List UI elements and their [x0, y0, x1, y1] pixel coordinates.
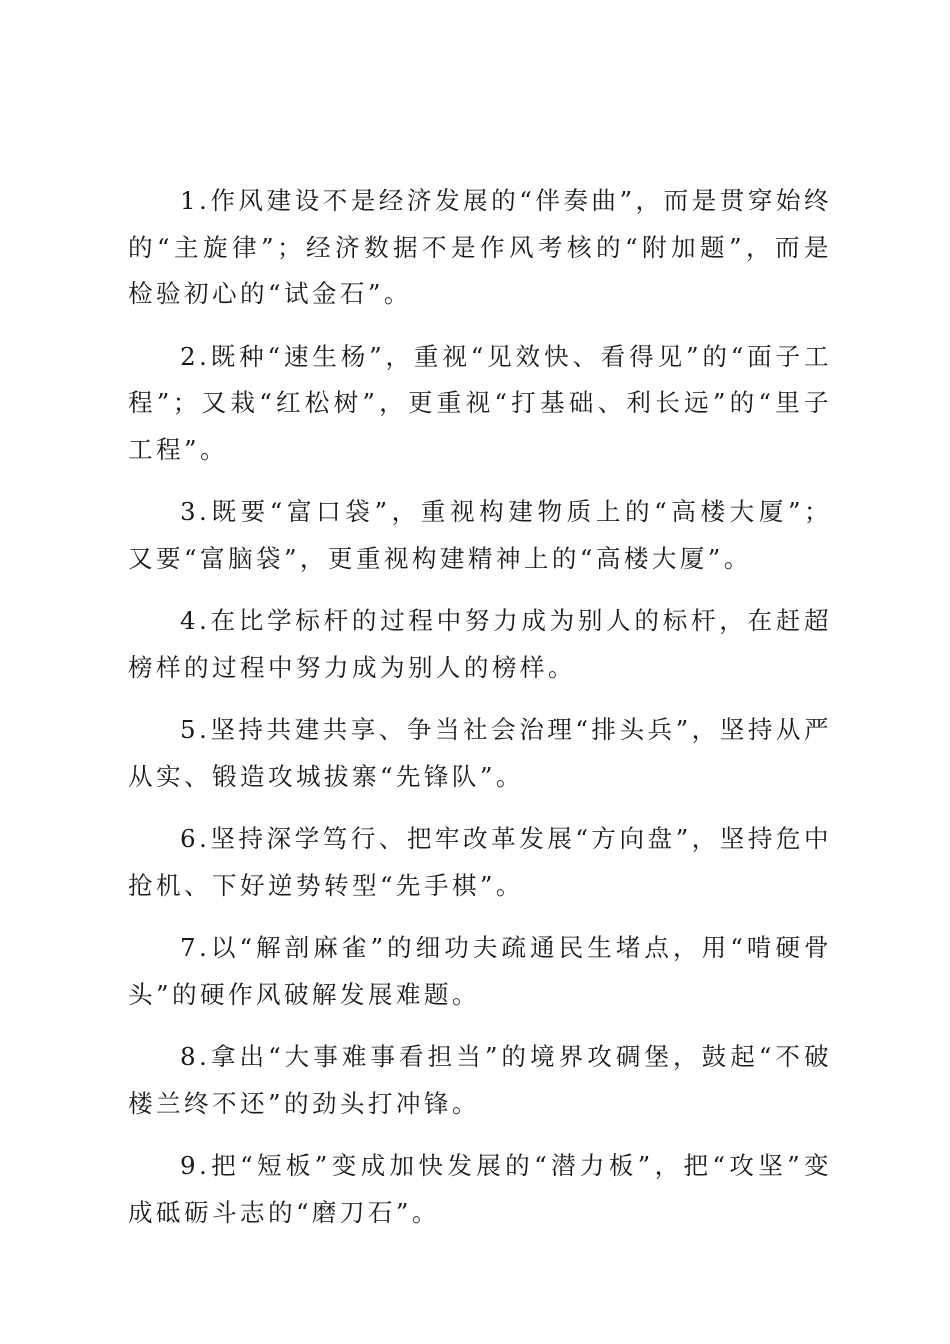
paragraph-8: 8.拿出“大事难事看担当”的境界攻碉堡，鼓起“不破楼兰终不还”的劲头打冲锋。 — [128, 1042, 832, 1118]
paragraph-7: 7.以“解剖麻雀”的细功夫疏通民生堵点，用“啃硬骨头”的硬作风破解发展难题。 — [128, 933, 832, 1009]
paragraph-3: 3.既要“富口袋”，重视构建物质上的“高楼大厦”；又要“富脑袋”，更重视构建精神上的“高楼大厦”。 — [128, 497, 832, 573]
paragraph-6: 6.坚持深学笃行、把牢改革发展“方向盘”，坚持危中抢机、下好逆势转型“先手棋”。 — [128, 824, 832, 900]
paragraph-2: 2.既种“速生杨”，重视“见效快、看得见”的“面子工程”；又栽“红松树”，更重视“打基础、利长远”的“里子工程”。 — [128, 341, 832, 464]
document-body — [128, 178, 832, 1252]
paragraph-5: 5.坚持共建共享、争当社会治理“排头兵”，坚持从严从实、锻造攻城拔寨“先锋队”。 — [128, 715, 832, 791]
paragraph-4: 4.在比学标杆的过程中努力成为别人的标杆，在赶超榜样的过程中努力成为别人的榜样。 — [128, 606, 832, 682]
paragraph-9: 9.把“短板”变成加快发展的“潜力板”，把“攻坚”变成砥砺斗志的“磨刀石”。 — [128, 1151, 832, 1227]
paragraph-1: 1.作风建设不是经济发展的“伴奏曲”，而是贯穿始终的“主旋律”；经济数据不是作风考核的“附加题”，而是检验初心的“试金石”。 — [128, 186, 832, 308]
